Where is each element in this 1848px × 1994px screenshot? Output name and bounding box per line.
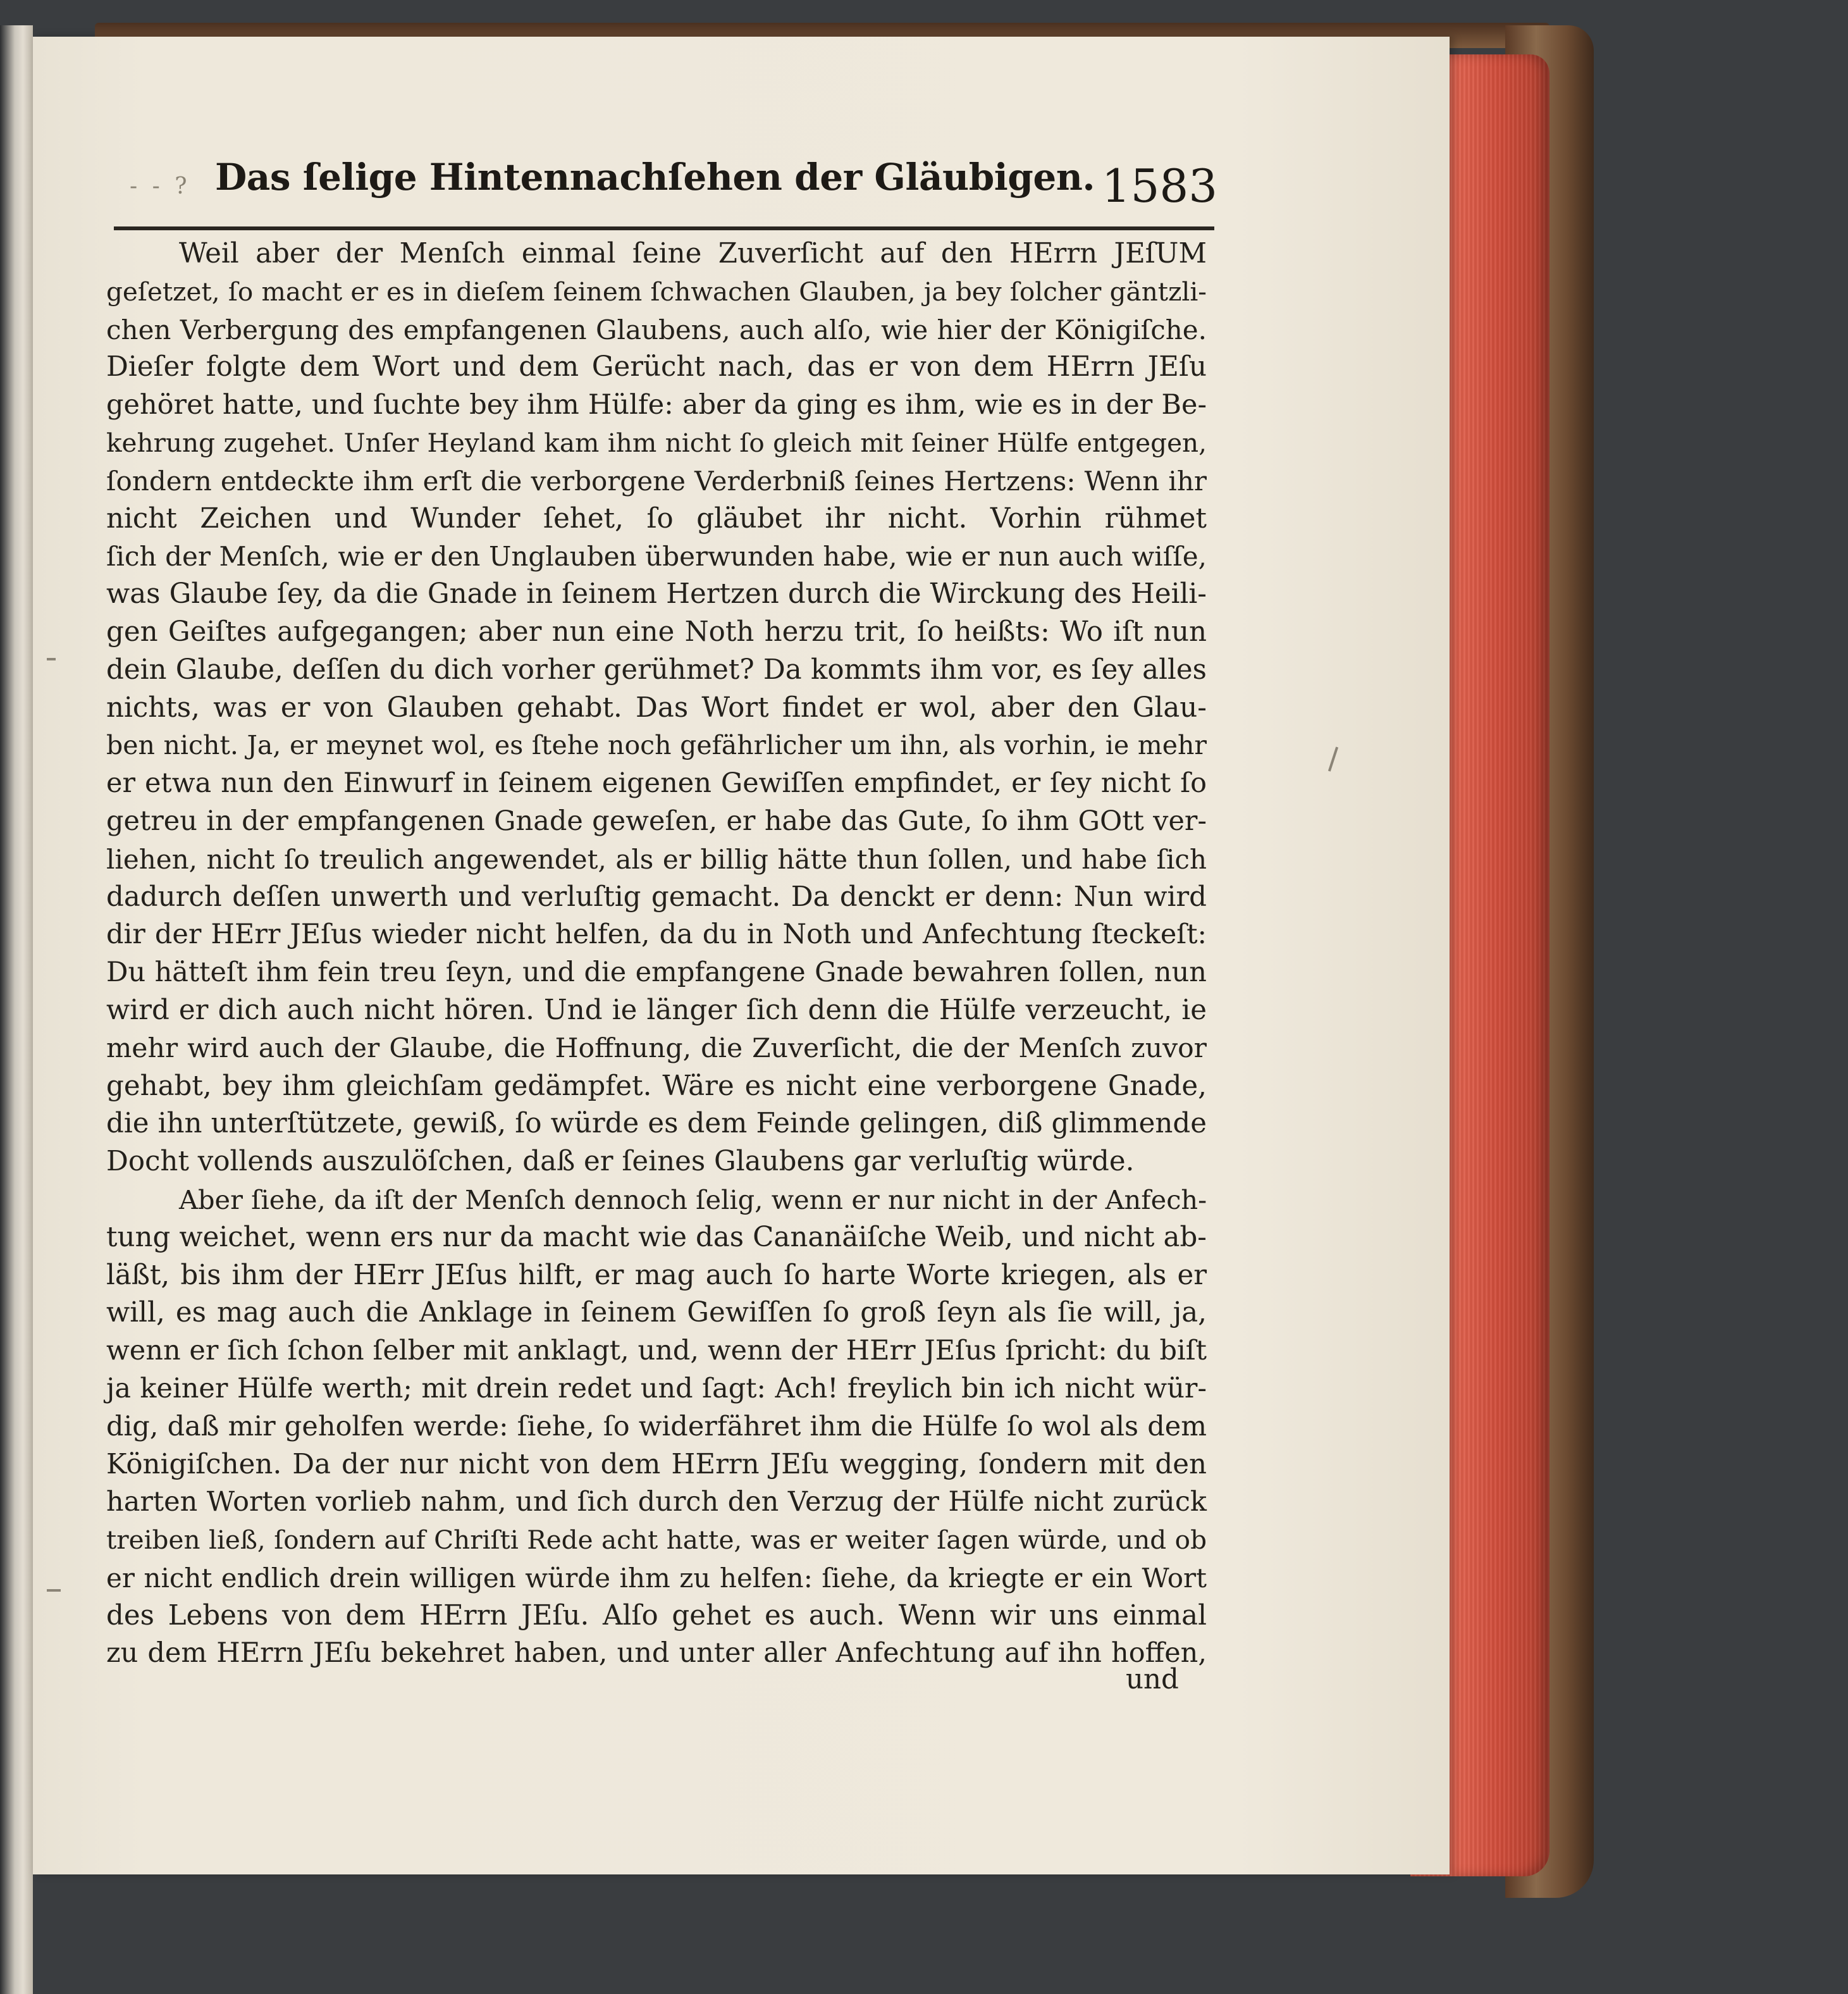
text-line: läßt, bis ihm der HErr JEſus hilft, er mag auch ſo harte Worte kriegen, als er [106,1259,1207,1291]
text-line: Aber ſiehe, da iſt der Menſch dennoch ſelig, wenn er nur nicht in der Anfech- [179,1184,1207,1215]
text-line: nichts, was er von Glauben gehabt. Das Wort findet er wol, aber den Glau- [106,691,1207,724]
text-line: ben nicht. Ja, er meynet wol, es ſtehe noch gefährlicher um ihn, als vorhin, ie mehr [106,730,1207,761]
text-line: Docht vollends auszulöſchen, daß er ſeines Glaubens gar verluſtig würde. [106,1146,1135,1178]
text-line: dein Glaube, deſſen du dich vorher gerühmet? Da kommts ihm vor, es ſey alles [106,653,1207,686]
text-line: getreu in der empfangenen Gnade geweſen, er habe das Gute, ſo ihm GOtt ver- [106,805,1207,837]
text-line: chen Verbergung des empfangenen Glaubens, auch alſo, wie hier der Königiſche. [106,314,1207,345]
text-line: Dieſer folgte dem Wort und dem Gerücht nach, das er von dem HErrn JEſu [106,351,1207,383]
text-line: nicht Zeichen und Wunder ſehet, ſo gläubet ihr nicht. Vorhin rühmet [106,502,1207,535]
text-line: dir der HErr JEſus wieder nicht helfen, da du in Noth und Anfechtung ſteckeſt: [106,919,1207,951]
page-title: Das ſelige Hintennachſehen der Gläubigen. [215,156,1095,199]
text-line: will, es mag auch die Anklage in ſeinem Gewiſſen ſo groß ſeyn als ſie will, ja, [106,1297,1207,1329]
text-line: Du hätteſt ihm fein treu ſeyn, und die empfangene Gnade bewahren ſollen, nun [106,957,1207,989]
header-rule [114,226,1214,230]
text-line: mehr wird auch der Glaube, die Hoffnung, die Zuverſicht, die der Menſch zuvor [106,1032,1207,1064]
text-line: ſich der Menſch, wie er den Unglauben überwunden habe, wie er nun auch wiſſe, [106,541,1207,573]
margin-speck [47,658,56,660]
catchword: und [1126,1664,1179,1695]
text-line: des Lebens von dem HErrn JEſu. Alſo gehet es auch. Wenn wir uns einmal [106,1599,1207,1632]
text-line: gehöret hatte, und ſuchte bey ihm Hülfe: aber da ging es ihm, wie es in der Be- [106,389,1207,421]
text-line: dadurch deſſen unwerth und verluſtig gemacht. Da denckt er denn: Nun wird [106,881,1207,913]
text-line: ja keiner Hülfe werth; mit drein redet und ſagt: Ach! freylich bin ich nicht wür- [106,1372,1207,1404]
text-block [106,235,1207,1673]
text-line: liehen, nicht ſo treulich angewendet, als er billig hätte thun ſollen, und habe ſich [106,843,1207,875]
text-line: Königiſchen. Da der nur nicht von dem HErrn JEſu wegging, ſondern mit den [106,1448,1207,1480]
running-header [130,152,1217,234]
text-line: er nicht endlich drein willigen würde ihm zu helfen: ſiehe, da kriegte er ein Wort [106,1562,1207,1594]
text-line: Weil aber der Menſch einmal ſeine Zuverſicht auf den HErrn JEſUM [179,238,1207,269]
text-line: treiben ließ, ſondern auf Chriſti Rede acht hatte, was er weiter ſagen würde, und ob [106,1525,1207,1556]
text-line: zu dem HErrn JEſu bekehret haben, und unter aller Anfechtung auf ihn hoffen, [106,1637,1207,1669]
margin-speck [47,1589,61,1592]
text-line: gehabt, bey ihm gleichſam gedämpfet. Wäre es nicht eine verborgene Gnade, [106,1070,1207,1102]
text-line: kehrung zugehet. Unſer Heyland kam ihm nicht ſo gleich mit ſeiner Hülfe entgegen, [106,427,1207,458]
page-number: 1583 [1101,159,1217,213]
text-line: was Glaube ſey, da die Gnade in ſeinem Hertzen durch die Wirckung des Heili- [106,578,1207,610]
header-marks: - - ? [130,173,191,199]
text-line: die ihn unterſtützete, gewiß, ſo würde es dem Feinde gelingen, diß glimmende [106,1108,1207,1140]
text-line: wenn er ſich ſchon ſelber mit anklagt, und, wenn der HErr JEſus ſpricht: du biſt [106,1335,1207,1367]
text-line: ſondern entdeckte ihm erſt die verborgene Verderbniß ſeines Hertzens: Wenn ihr [106,465,1207,497]
left-page-edge [0,25,33,1994]
text-line: tung weichet, wenn ers nur da macht wie das Cananäiſche Weib, und nicht ab- [106,1221,1207,1253]
text-line: wird er dich auch nicht hören. Und ie länger ſich denn die Hülfe verzeucht, ie [106,994,1207,1026]
text-line: dig, daß mir geholfen werde: ſiehe, ſo widerfähret ihm die Hülfe ſo wol als dem [106,1410,1207,1442]
text-line: geſetzet, ſo macht er es in dieſem ſeinem ſchwachen Glauben, ja bey ſolcher gäntzli- [106,276,1207,307]
text-line: gen Geiſtes aufgegangen; aber nun eine Noth herzu trit, ſo heißts: Wo iſt nun [106,616,1207,648]
text-line: er etwa nun den Einwurf in ſeinem eigenen Gewiſſen empfindet, er ſey nicht ſo [106,767,1207,800]
text-line: harten Worten vorlieb nahm, und ſich durch den Verzug der Hülfe nicht zurück [106,1486,1207,1518]
